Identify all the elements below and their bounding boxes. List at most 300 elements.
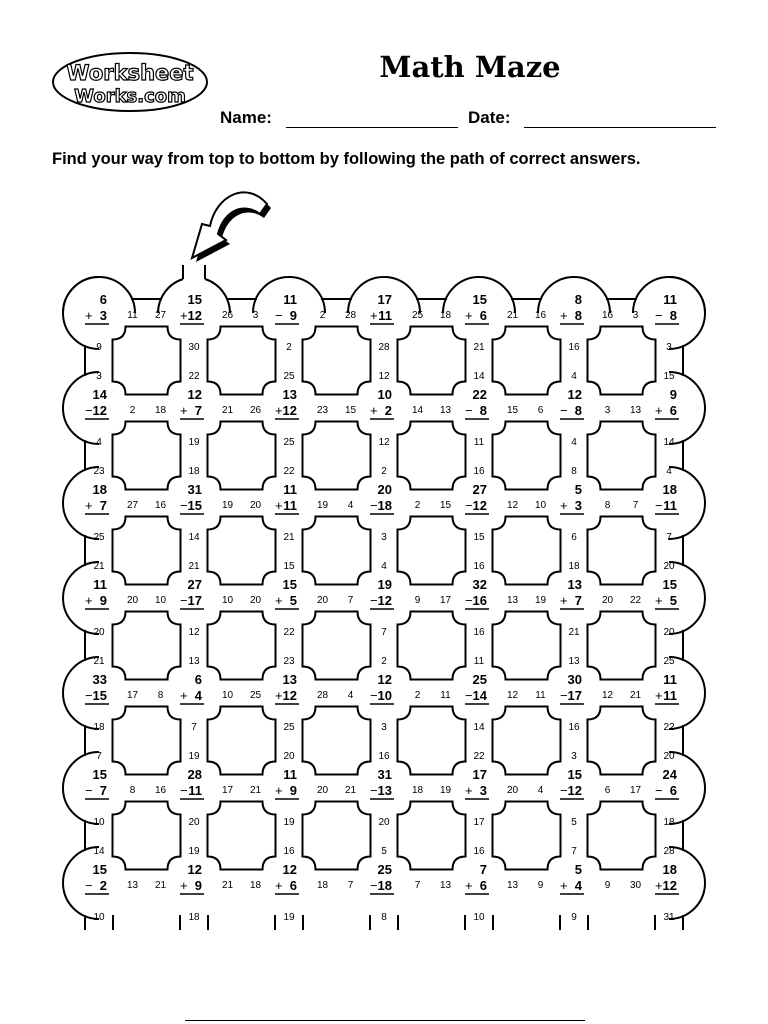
answer-label: 19 bbox=[221, 500, 234, 511]
date-label: Date: bbox=[468, 108, 511, 127]
answer-label: 12 bbox=[506, 500, 519, 511]
answer-label: 22 bbox=[283, 466, 295, 477]
problem-top-number: 15 bbox=[472, 292, 487, 307]
answer-label: 20 bbox=[378, 817, 390, 828]
maze-island bbox=[113, 422, 181, 490]
answer-label: 17 bbox=[126, 690, 139, 701]
answer-label: 16 bbox=[568, 722, 580, 733]
problem-top-number: 14 bbox=[92, 387, 107, 402]
maze-island bbox=[113, 517, 181, 585]
maze-problem bbox=[465, 577, 489, 609]
answer-label: 28 bbox=[663, 846, 675, 857]
answer-label: 7 bbox=[191, 722, 197, 733]
maze-problem bbox=[180, 387, 204, 419]
problem-operator: − bbox=[560, 783, 568, 798]
maze-island bbox=[113, 707, 181, 775]
maze-problem bbox=[560, 577, 584, 609]
problem-operator: − bbox=[370, 498, 378, 513]
answer-label: 5 bbox=[571, 817, 577, 828]
maze-island bbox=[588, 327, 656, 395]
problem-bottom-number: 3 bbox=[99, 308, 107, 323]
answer-label: 7 bbox=[666, 532, 672, 543]
problem-top-number: 24 bbox=[662, 767, 677, 782]
answer-label: 8 bbox=[129, 785, 136, 796]
maze-problem bbox=[370, 387, 394, 419]
problem-operator: + bbox=[85, 308, 93, 323]
name-label: Name: bbox=[220, 108, 272, 127]
answer-label: 2 bbox=[414, 690, 421, 701]
answer-label: 8 bbox=[571, 466, 577, 477]
answer-label: 16 bbox=[473, 627, 485, 638]
problem-operator: − bbox=[655, 498, 663, 513]
maze-problem bbox=[275, 577, 299, 609]
maze-island bbox=[303, 802, 371, 870]
problem-operator: − bbox=[275, 308, 283, 323]
answer-label: 17 bbox=[439, 595, 452, 606]
answer-label: 4 bbox=[537, 785, 544, 796]
problem-bottom-number: 3 bbox=[479, 783, 487, 798]
maze-island bbox=[398, 802, 466, 870]
problem-operator: + bbox=[370, 308, 378, 323]
problem-top-number: 11 bbox=[663, 292, 677, 307]
answer-label: 2 bbox=[319, 310, 326, 321]
answer-label: 18 bbox=[93, 722, 105, 733]
problem-operator: + bbox=[275, 688, 283, 703]
answer-label: 25 bbox=[411, 310, 424, 321]
answer-label: 30 bbox=[629, 880, 642, 891]
answer-label: 22 bbox=[188, 371, 200, 382]
answer-label: 17 bbox=[629, 785, 642, 796]
answer-label: 2 bbox=[286, 342, 292, 353]
maze-island bbox=[303, 707, 371, 775]
answer-label: 16 bbox=[568, 342, 580, 353]
problem-bottom-number: 9 bbox=[194, 878, 202, 893]
maze-problem bbox=[85, 862, 109, 894]
answer-label: 6 bbox=[604, 785, 611, 796]
answer-label: 22 bbox=[473, 751, 485, 762]
answer-label: 3 bbox=[96, 371, 102, 382]
problem-operator: − bbox=[655, 308, 663, 323]
page-title: Math Maze bbox=[379, 50, 561, 84]
problem-top-number: 18 bbox=[662, 862, 677, 877]
problem-operator: + bbox=[655, 878, 663, 893]
maze-problem bbox=[465, 482, 489, 514]
maze-problem bbox=[465, 387, 489, 419]
maze-wall bbox=[63, 752, 99, 824]
answer-label: 14 bbox=[663, 437, 675, 448]
problem-operator: − bbox=[465, 403, 473, 418]
problem-bottom-number: 4 bbox=[574, 878, 582, 893]
problem-top-number: 31 bbox=[187, 482, 202, 497]
answer-label: 6 bbox=[537, 405, 544, 416]
problem-bottom-number: 15 bbox=[92, 688, 107, 703]
problem-operator: + bbox=[275, 878, 283, 893]
answer-label: 4 bbox=[571, 371, 577, 382]
problem-top-number: 12 bbox=[187, 862, 202, 877]
problem-operator: − bbox=[370, 593, 378, 608]
answer-label: 21 bbox=[629, 690, 642, 701]
problem-bottom-number: 6 bbox=[479, 878, 487, 893]
answer-label: 3 bbox=[381, 722, 387, 733]
problem-bottom-number: 8 bbox=[669, 308, 677, 323]
maze-problem bbox=[180, 862, 204, 894]
answer-label: 20 bbox=[249, 500, 262, 511]
problem-top-number: 12 bbox=[187, 387, 202, 402]
answer-label: 11 bbox=[440, 690, 451, 701]
svg-text:Works.com: Works.com bbox=[74, 86, 186, 107]
maze-problem bbox=[275, 292, 299, 324]
answer-label: 7 bbox=[96, 751, 102, 762]
maze-island bbox=[588, 802, 656, 870]
answer-label: 3 bbox=[571, 751, 577, 762]
problem-operator: − bbox=[560, 403, 568, 418]
problem-bottom-number: 6 bbox=[669, 783, 677, 798]
problem-bottom-number: 11 bbox=[663, 498, 677, 513]
maze-problem bbox=[370, 292, 394, 324]
answer-label: 12 bbox=[378, 371, 390, 382]
answer-label: 9 bbox=[414, 595, 421, 606]
answer-label: 9 bbox=[571, 912, 577, 923]
answer-label: 20 bbox=[506, 785, 519, 796]
answer-label: 12 bbox=[506, 690, 519, 701]
answer-label: 19 bbox=[283, 817, 295, 828]
problem-operator: + bbox=[275, 593, 283, 608]
answer-label: 15 bbox=[663, 371, 675, 382]
answer-label: 16 bbox=[473, 466, 485, 477]
problem-top-number: 25 bbox=[377, 862, 392, 877]
answer-label: 4 bbox=[571, 437, 577, 448]
answer-label: 11 bbox=[473, 437, 485, 448]
answer-label: 19 bbox=[534, 595, 547, 606]
answer-label: 20 bbox=[188, 817, 200, 828]
answer-label: 23 bbox=[93, 466, 105, 477]
instructions: Find your way from top to bottom by following the path of correct answers. bbox=[52, 150, 641, 168]
problem-operator: + bbox=[180, 878, 188, 893]
answer-label: 27 bbox=[126, 500, 139, 511]
maze-island bbox=[208, 517, 276, 585]
maze-problem bbox=[275, 387, 299, 419]
answer-label: 7 bbox=[414, 880, 421, 891]
problem-top-number: 30 bbox=[567, 672, 582, 687]
maze-problem bbox=[560, 862, 584, 894]
maze-island bbox=[493, 802, 561, 870]
answer-label: 19 bbox=[283, 912, 295, 923]
answer-label: 16 bbox=[154, 500, 167, 511]
answer-label: 13 bbox=[126, 880, 139, 891]
maze-problem bbox=[655, 767, 679, 799]
answer-label: 11 bbox=[535, 690, 546, 701]
answer-label: 12 bbox=[188, 627, 200, 638]
problem-bottom-number: 7 bbox=[194, 403, 202, 418]
problem-operator: − bbox=[465, 498, 473, 513]
maze-island bbox=[398, 517, 466, 585]
answer-label: 15 bbox=[439, 500, 452, 511]
maze-problem bbox=[370, 862, 394, 894]
problem-bottom-number: 15 bbox=[187, 498, 202, 513]
maze-problem bbox=[180, 577, 204, 609]
answer-label: 21 bbox=[221, 405, 234, 416]
answer-label: 19 bbox=[316, 500, 329, 511]
answer-label: 13 bbox=[439, 880, 452, 891]
answer-label: 21 bbox=[506, 310, 519, 321]
answer-label: 13 bbox=[188, 656, 200, 667]
problem-bottom-number: 12 bbox=[567, 783, 582, 798]
problem-top-number: 31 bbox=[377, 767, 392, 782]
answer-label: 18 bbox=[188, 912, 200, 923]
answer-label: 21 bbox=[249, 785, 262, 796]
answer-label: 12 bbox=[601, 690, 614, 701]
problem-top-number: 13 bbox=[282, 672, 297, 687]
problem-bottom-number: 9 bbox=[289, 783, 297, 798]
problem-top-number: 9 bbox=[669, 387, 677, 402]
problem-operator: − bbox=[180, 593, 188, 608]
answer-label: 18 bbox=[188, 466, 200, 477]
maze-wall bbox=[63, 562, 99, 634]
problem-bottom-number: 12 bbox=[282, 403, 297, 418]
answer-label: 22 bbox=[283, 627, 295, 638]
maze-problem bbox=[655, 577, 679, 609]
problem-top-number: 11 bbox=[283, 767, 297, 782]
answer-label: 21 bbox=[568, 627, 580, 638]
answer-label: 8 bbox=[381, 912, 387, 923]
problem-bottom-number: 7 bbox=[99, 783, 107, 798]
answer-label: 21 bbox=[473, 342, 485, 353]
problem-top-number: 20 bbox=[377, 482, 392, 497]
maze-problem bbox=[655, 862, 679, 894]
problem-operator: + bbox=[465, 878, 473, 893]
problem-operator: + bbox=[560, 878, 568, 893]
maze-wall bbox=[63, 467, 99, 539]
maze-problem bbox=[85, 482, 109, 514]
answer-label: 13 bbox=[506, 595, 519, 606]
answer-label: 25 bbox=[283, 371, 295, 382]
answer-label: 4 bbox=[381, 561, 387, 572]
problem-operator: − bbox=[370, 878, 378, 893]
answer-label: 16 bbox=[473, 846, 485, 857]
problem-bottom-number: 6 bbox=[479, 308, 487, 323]
maze-island bbox=[398, 422, 466, 490]
answer-label: 21 bbox=[188, 561, 200, 572]
answer-label: 4 bbox=[666, 466, 672, 477]
problem-top-number: 12 bbox=[567, 387, 582, 402]
answer-label: 28 bbox=[344, 310, 357, 321]
answer-label: 19 bbox=[188, 437, 200, 448]
problem-bottom-number: 11 bbox=[663, 688, 677, 703]
problem-top-number: 33 bbox=[92, 672, 107, 687]
answer-label: 14 bbox=[93, 846, 105, 857]
maze-island bbox=[588, 707, 656, 775]
maze-wall bbox=[63, 277, 99, 349]
answer-label: 8 bbox=[157, 690, 164, 701]
answer-label: 20 bbox=[126, 595, 139, 606]
problem-top-number: 27 bbox=[472, 482, 487, 497]
maze-island bbox=[303, 517, 371, 585]
answer-label: 9 bbox=[537, 880, 544, 891]
problem-top-number: 13 bbox=[567, 577, 582, 592]
answer-label: 25 bbox=[93, 532, 105, 543]
problem-top-number: 5 bbox=[574, 862, 582, 877]
maze-problem bbox=[465, 672, 489, 704]
maze-island bbox=[588, 517, 656, 585]
answer-label: 9 bbox=[96, 342, 102, 353]
answer-label: 20 bbox=[283, 751, 295, 762]
answer-label: 17 bbox=[221, 785, 234, 796]
problem-bottom-number: 12 bbox=[662, 878, 677, 893]
maze-problem bbox=[560, 767, 584, 799]
problem-top-number: 12 bbox=[282, 862, 297, 877]
problem-bottom-number: 5 bbox=[289, 593, 297, 608]
answer-label: 28 bbox=[378, 342, 390, 353]
problem-operator: + bbox=[85, 593, 93, 608]
answer-label: 27 bbox=[154, 310, 167, 321]
problem-top-number: 28 bbox=[187, 767, 202, 782]
problem-operator: − bbox=[370, 688, 378, 703]
problem-bottom-number: 18 bbox=[377, 878, 392, 893]
answer-label: 10 bbox=[93, 817, 105, 828]
maze-problem bbox=[180, 767, 204, 799]
problem-bottom-number: 8 bbox=[479, 403, 487, 418]
maze-island bbox=[398, 707, 466, 775]
maze-problem bbox=[275, 767, 299, 799]
maze-problem bbox=[180, 672, 204, 704]
problem-operator: + bbox=[180, 403, 188, 418]
problem-bottom-number: 3 bbox=[574, 498, 582, 513]
maze-island bbox=[493, 327, 561, 395]
maze-problem bbox=[275, 862, 299, 894]
answer-label: 18 bbox=[663, 817, 675, 828]
problem-top-number: 11 bbox=[663, 672, 677, 687]
problem-top-number: 15 bbox=[662, 577, 677, 592]
maze-problem bbox=[275, 672, 299, 704]
problem-bottom-number: 18 bbox=[377, 498, 392, 513]
problem-operator: − bbox=[85, 878, 93, 893]
answer-label: 25 bbox=[283, 437, 295, 448]
problem-top-number: 7 bbox=[479, 862, 487, 877]
answer-label: 21 bbox=[93, 656, 105, 667]
problem-bottom-number: 12 bbox=[282, 688, 297, 703]
maze-problem bbox=[85, 577, 109, 609]
maze-island bbox=[493, 707, 561, 775]
problem-top-number: 15 bbox=[567, 767, 582, 782]
answer-label: 25 bbox=[283, 722, 295, 733]
answer-label: 21 bbox=[154, 880, 167, 891]
maze-island bbox=[113, 327, 181, 395]
problem-top-number: 11 bbox=[283, 482, 297, 497]
maze-island bbox=[113, 612, 181, 680]
answer-label: 10 bbox=[154, 595, 167, 606]
problem-operator: + bbox=[180, 308, 188, 323]
answer-label: 18 bbox=[316, 880, 329, 891]
problem-bottom-number: 8 bbox=[574, 308, 582, 323]
answer-label: 14 bbox=[473, 371, 485, 382]
maze-island bbox=[303, 422, 371, 490]
maze-problem bbox=[560, 482, 584, 514]
answer-label: 6 bbox=[571, 532, 577, 543]
problem-top-number: 22 bbox=[472, 387, 487, 402]
maze-wall bbox=[63, 847, 99, 919]
answer-label: 18 bbox=[154, 405, 167, 416]
maze-island bbox=[208, 327, 276, 395]
answer-label: 4 bbox=[347, 690, 354, 701]
answer-label: 2 bbox=[381, 466, 387, 477]
answer-label: 5 bbox=[381, 846, 387, 857]
answer-label: 2 bbox=[129, 405, 136, 416]
problem-operator: − bbox=[180, 498, 188, 513]
answer-label: 7 bbox=[571, 846, 577, 857]
maze-island bbox=[398, 612, 466, 680]
maze-island bbox=[208, 612, 276, 680]
answer-label: 16 bbox=[154, 785, 167, 796]
answer-label: 12 bbox=[378, 437, 390, 448]
answer-label: 23 bbox=[283, 656, 295, 667]
answer-label: 2 bbox=[381, 656, 387, 667]
answer-label: 25 bbox=[663, 656, 675, 667]
problem-operator: − bbox=[560, 688, 568, 703]
answer-label: 4 bbox=[347, 500, 354, 511]
problem-top-number: 15 bbox=[92, 767, 107, 782]
problem-bottom-number: 10 bbox=[377, 688, 392, 703]
answer-label: 19 bbox=[188, 846, 200, 857]
answer-label: 3 bbox=[666, 342, 672, 353]
problem-top-number: 11 bbox=[93, 577, 107, 592]
problem-top-number: 13 bbox=[282, 387, 297, 402]
answer-label: 2 bbox=[414, 500, 421, 511]
answer-label: 20 bbox=[663, 627, 675, 638]
problem-operator: + bbox=[370, 403, 378, 418]
answer-label: 7 bbox=[347, 595, 354, 606]
problem-bottom-number: 8 bbox=[574, 403, 582, 418]
maze-island bbox=[493, 612, 561, 680]
answer-label: 15 bbox=[506, 405, 519, 416]
answer-label: 11 bbox=[127, 310, 138, 321]
problem-operator: + bbox=[465, 783, 473, 798]
problem-bottom-number: 9 bbox=[289, 308, 297, 323]
maze-island bbox=[303, 612, 371, 680]
answer-label: 18 bbox=[568, 561, 580, 572]
answer-label: 13 bbox=[506, 880, 519, 891]
answer-label: 10 bbox=[473, 912, 485, 923]
problem-operator: + bbox=[655, 688, 663, 703]
maze-problem bbox=[85, 767, 109, 799]
problem-operator: − bbox=[180, 783, 188, 798]
problem-bottom-number: 14 bbox=[472, 688, 487, 703]
answer-label: 22 bbox=[663, 722, 675, 733]
answer-label: 7 bbox=[632, 500, 639, 511]
problem-bottom-number: 4 bbox=[194, 688, 202, 703]
problem-top-number: 32 bbox=[472, 577, 487, 592]
problem-bottom-number: 12 bbox=[472, 498, 487, 513]
answer-label: 16 bbox=[378, 751, 390, 762]
answer-label: 3 bbox=[252, 310, 259, 321]
answer-label: 21 bbox=[221, 880, 234, 891]
maze-island bbox=[208, 422, 276, 490]
answer-label: 14 bbox=[473, 722, 485, 733]
problem-operator: + bbox=[85, 498, 93, 513]
maze-island bbox=[208, 802, 276, 870]
answer-label: 28 bbox=[316, 690, 329, 701]
problem-bottom-number: 6 bbox=[669, 403, 677, 418]
answer-label: 3 bbox=[632, 310, 639, 321]
maze-problem bbox=[370, 482, 394, 514]
problem-bottom-number: 16 bbox=[472, 593, 487, 608]
maze-problem bbox=[465, 767, 489, 799]
answer-label: 23 bbox=[316, 405, 329, 416]
answer-label: 15 bbox=[473, 532, 485, 543]
problem-top-number: 18 bbox=[662, 482, 677, 497]
problem-top-number: 12 bbox=[377, 672, 392, 687]
footer-line bbox=[185, 1020, 585, 1021]
problem-top-number: 8 bbox=[574, 292, 582, 307]
